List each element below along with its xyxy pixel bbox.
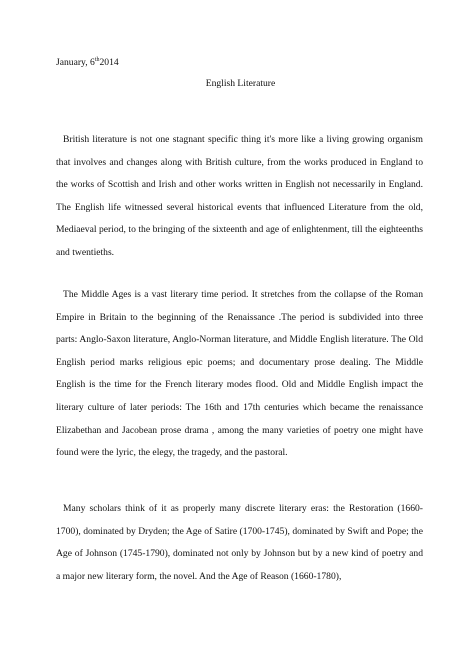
date-year: 2014 [99,57,119,68]
document-date [56,57,119,69]
paragraph-british-literature: British literature is not one stagnant specific thing it's more like a living growing organism that involves and changes along with British culture, from the works produced in England to the works of Scottish and Irish and other works written in English not necessarily in England. The English life witnessed several historical events that influenced Literature from the old, Mediaeval period, to the bringing of the sixteenth and age of enlightenment, till the eighteenths and twentieths. [56,134,423,258]
paragraph-middle-ages: The Middle Ages is a vast literary time period. It stretches from the collapse of the Roman Empire in Britain to the beginning of the Renaissance .The period is subdivided into three parts: Anglo-Saxon literature, Anglo-Norman literature, and Middle English literature. The Old English period marks religious epic poems; and documentary prose dealing. The Middle English is the time for the French literary modes flood. Old and Middle English impact the literary culture of later periods: The 16th and 17th centuries which became the renaissance Elizabethan and Jacobean prose drama , among the many varieties of poetry one might have found were the lyric, the elegy, the tragedy, and the pastoral. [56,289,423,459]
date-day: January, 6 [56,57,95,68]
document-title: English Literature [205,78,276,89]
paragraph-literary-eras: Many scholars think of it as properly many discrete literary eras: the Restoration (1660-1700), dominated by Dryden; the Age of Satire (1700-1745), dominated by Swift and Pope; the Age of Johnson (1745-1790), dominated not only by Johnson but by a new kind of poetry and a major new literary form, the novel. And the Age of Reason (1660-1780), [56,503,423,582]
date-ordinal-suffix: th [94,57,100,63]
